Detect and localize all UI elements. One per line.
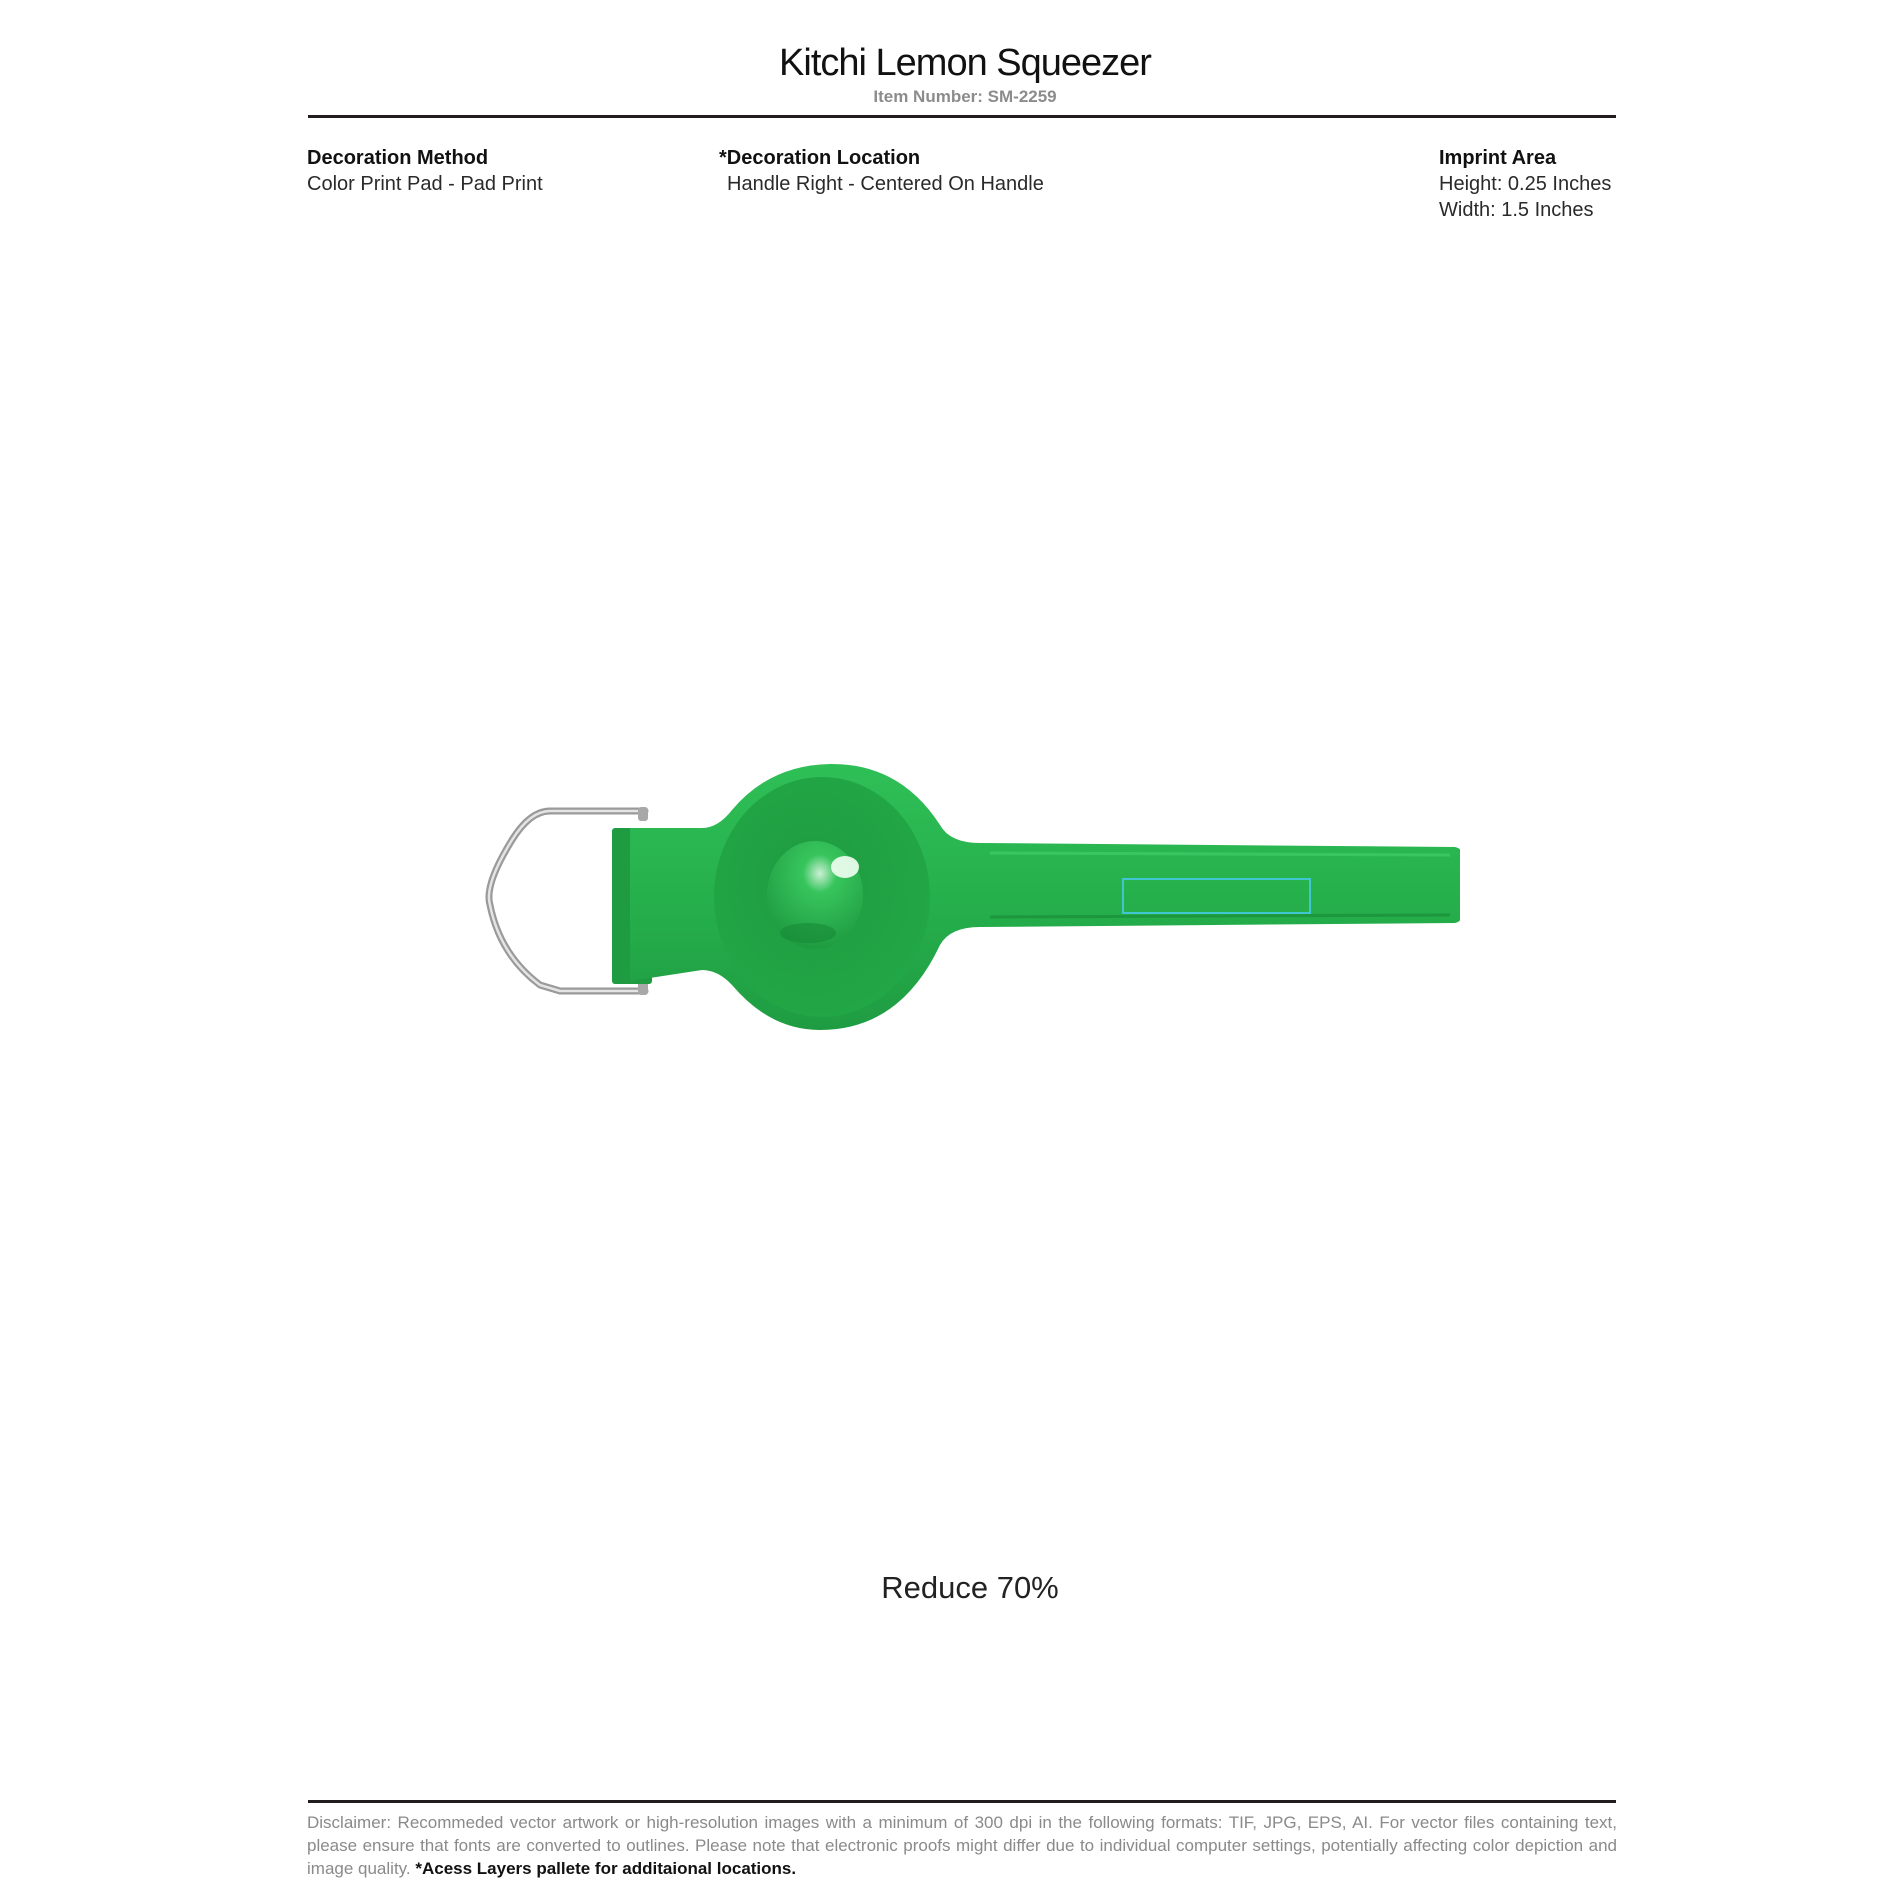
decoration-method-block: [307, 145, 543, 197]
imprint-area-height: Height: 0.25 Inches: [1439, 173, 1612, 195]
disclaimer-text: [307, 1811, 1617, 1880]
scale-note: Reduce 70%: [881, 1570, 1059, 1605]
layers-note: *Acess Layers pallete for additaional locations.: [415, 1859, 797, 1878]
imprint-area-block: [1439, 145, 1611, 223]
decoration-location-block: [719, 145, 1044, 197]
item-number: Item Number: SM-2259: [873, 87, 1057, 106]
squeezer-body: [612, 764, 1460, 1030]
decoration-location-label: *Decoration Location: [719, 147, 921, 169]
disclaimer-body: Disclaimer: Recommeded vector artwork or high-resolution images with a minimum of 300 dpi in the following formats: TIF, JPG, EPS, AI. For vector files containing text, please ensure that fonts are converted to outlines. Please note that electronic proofs might differ due to individual computer settings, potentially affecting color depiction and image quality.: [307, 1813, 1617, 1878]
footer-divider: [308, 1800, 1616, 1803]
lemon-squeezer-image: [470, 745, 1460, 1045]
header-divider: [308, 115, 1616, 118]
decoration-location-value: Handle Right - Centered On Handle: [727, 173, 1044, 195]
decoration-method-value: Color Print Pad - Pad Print: [307, 173, 543, 195]
imprint-area-label: Imprint Area: [1439, 147, 1557, 169]
imprint-area-width: Width: 1.5 Inches: [1439, 199, 1594, 221]
decoration-method-label: Decoration Method: [307, 147, 489, 169]
product-title: Kitchi Lemon Squeezer: [779, 42, 1151, 84]
